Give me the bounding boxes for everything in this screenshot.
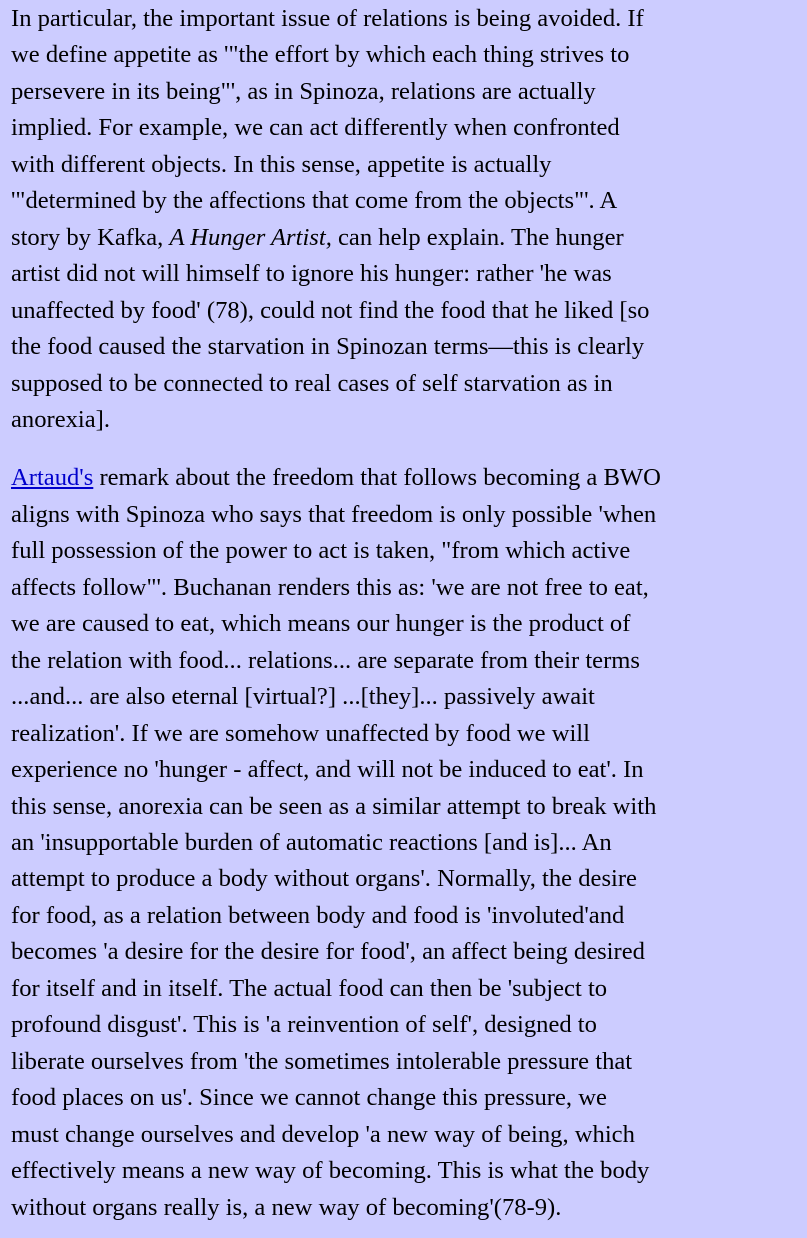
text-line: we are caused to eat, which means our hunger is the product of [11, 610, 631, 638]
text-line: for food, as a relation between body and food is 'involuted'and [11, 901, 625, 929]
text-line: In particular, the important issue of relations is being avoided. If [11, 5, 644, 32]
text-line: profound disgust'. This is 'a reinvention of self', designed to [11, 1011, 597, 1039]
book-title-italic: A Hunger Artist, [169, 223, 332, 251]
text-line: affects follow"'. Buchanan renders this as: 'we are not free to eat, [11, 573, 649, 601]
text-segment: remark about the freedom that follows becoming a BWO [93, 464, 661, 492]
text-line: unaffected by food' (78), could not find the food that he liked [so [11, 296, 650, 324]
text-line: '"determined by the affections that come from the objects"'. A [11, 187, 618, 215]
text-line: full possession of the power to act is taken, "from which active [11, 537, 631, 565]
artaud-link[interactable]: Artaud's [11, 464, 94, 492]
text-line: the relation with food... relations... are separate from their terms [11, 646, 640, 674]
text-segment: story by Kafka, [11, 223, 170, 251]
text-line: effectively means a new way of becoming. This is what the body [11, 1157, 650, 1185]
text-line: realization'. If we are somehow unaffected by food we will [11, 719, 590, 747]
paragraph-relations [11, 1, 797, 438]
text-line: anorexia]. [11, 405, 110, 433]
text-line [11, 464, 661, 491]
text-line: an 'insupportable burden of automatic reactions [and is]... An [11, 828, 612, 856]
text-line: liberate ourselves from 'the sometimes intolerable pressure that [11, 1047, 633, 1075]
text-line: the food caused the starvation in Spinozan terms—this is clearly [11, 333, 645, 361]
text-line: aligns with Spinoza who says that freedom is only possible 'when [11, 500, 657, 528]
text-line [11, 224, 624, 251]
text-line: must change ourselves and develop 'a new way of being, which [11, 1120, 635, 1148]
text-line: we define appetite as '"the effort by which each thing strives to [11, 41, 630, 69]
text-line: persevere in its being"', as in Spinoza, relations are actually [11, 77, 596, 105]
text-line: attempt to produce a body without organs'. Normally, the desire [11, 865, 637, 893]
text-line: implied. For example, we can act differently when confronted [11, 114, 620, 142]
text-line: becomes 'a desire for the desire for food', an affect being desired [11, 938, 645, 966]
text-segment: can help explain. The hunger [331, 223, 624, 251]
paragraph-artaud [11, 460, 797, 1226]
text-line: artist did not will himself to ignore his hunger: rather 'he was [11, 260, 612, 288]
text-line: supposed to be connected to real cases of self starvation as in [11, 369, 613, 397]
text-line: ...and... are also eternal [virtual?] ...[they]... passively await [11, 683, 595, 711]
text-line: this sense, anorexia can be seen as a similar attempt to break with [11, 792, 657, 820]
text-line: food places on us'. Since we cannot change this pressure, we [11, 1084, 607, 1112]
text-line: experience no 'hunger - affect, and will not be induced to eat'. In [11, 756, 644, 784]
text-line: with different objects. In this sense, appetite is actually [11, 150, 552, 178]
text-line: for itself and in itself. The actual food can then be 'subject to [11, 974, 608, 1002]
text-line: without organs really is, a new way of becoming'(78-9). [11, 1193, 562, 1221]
